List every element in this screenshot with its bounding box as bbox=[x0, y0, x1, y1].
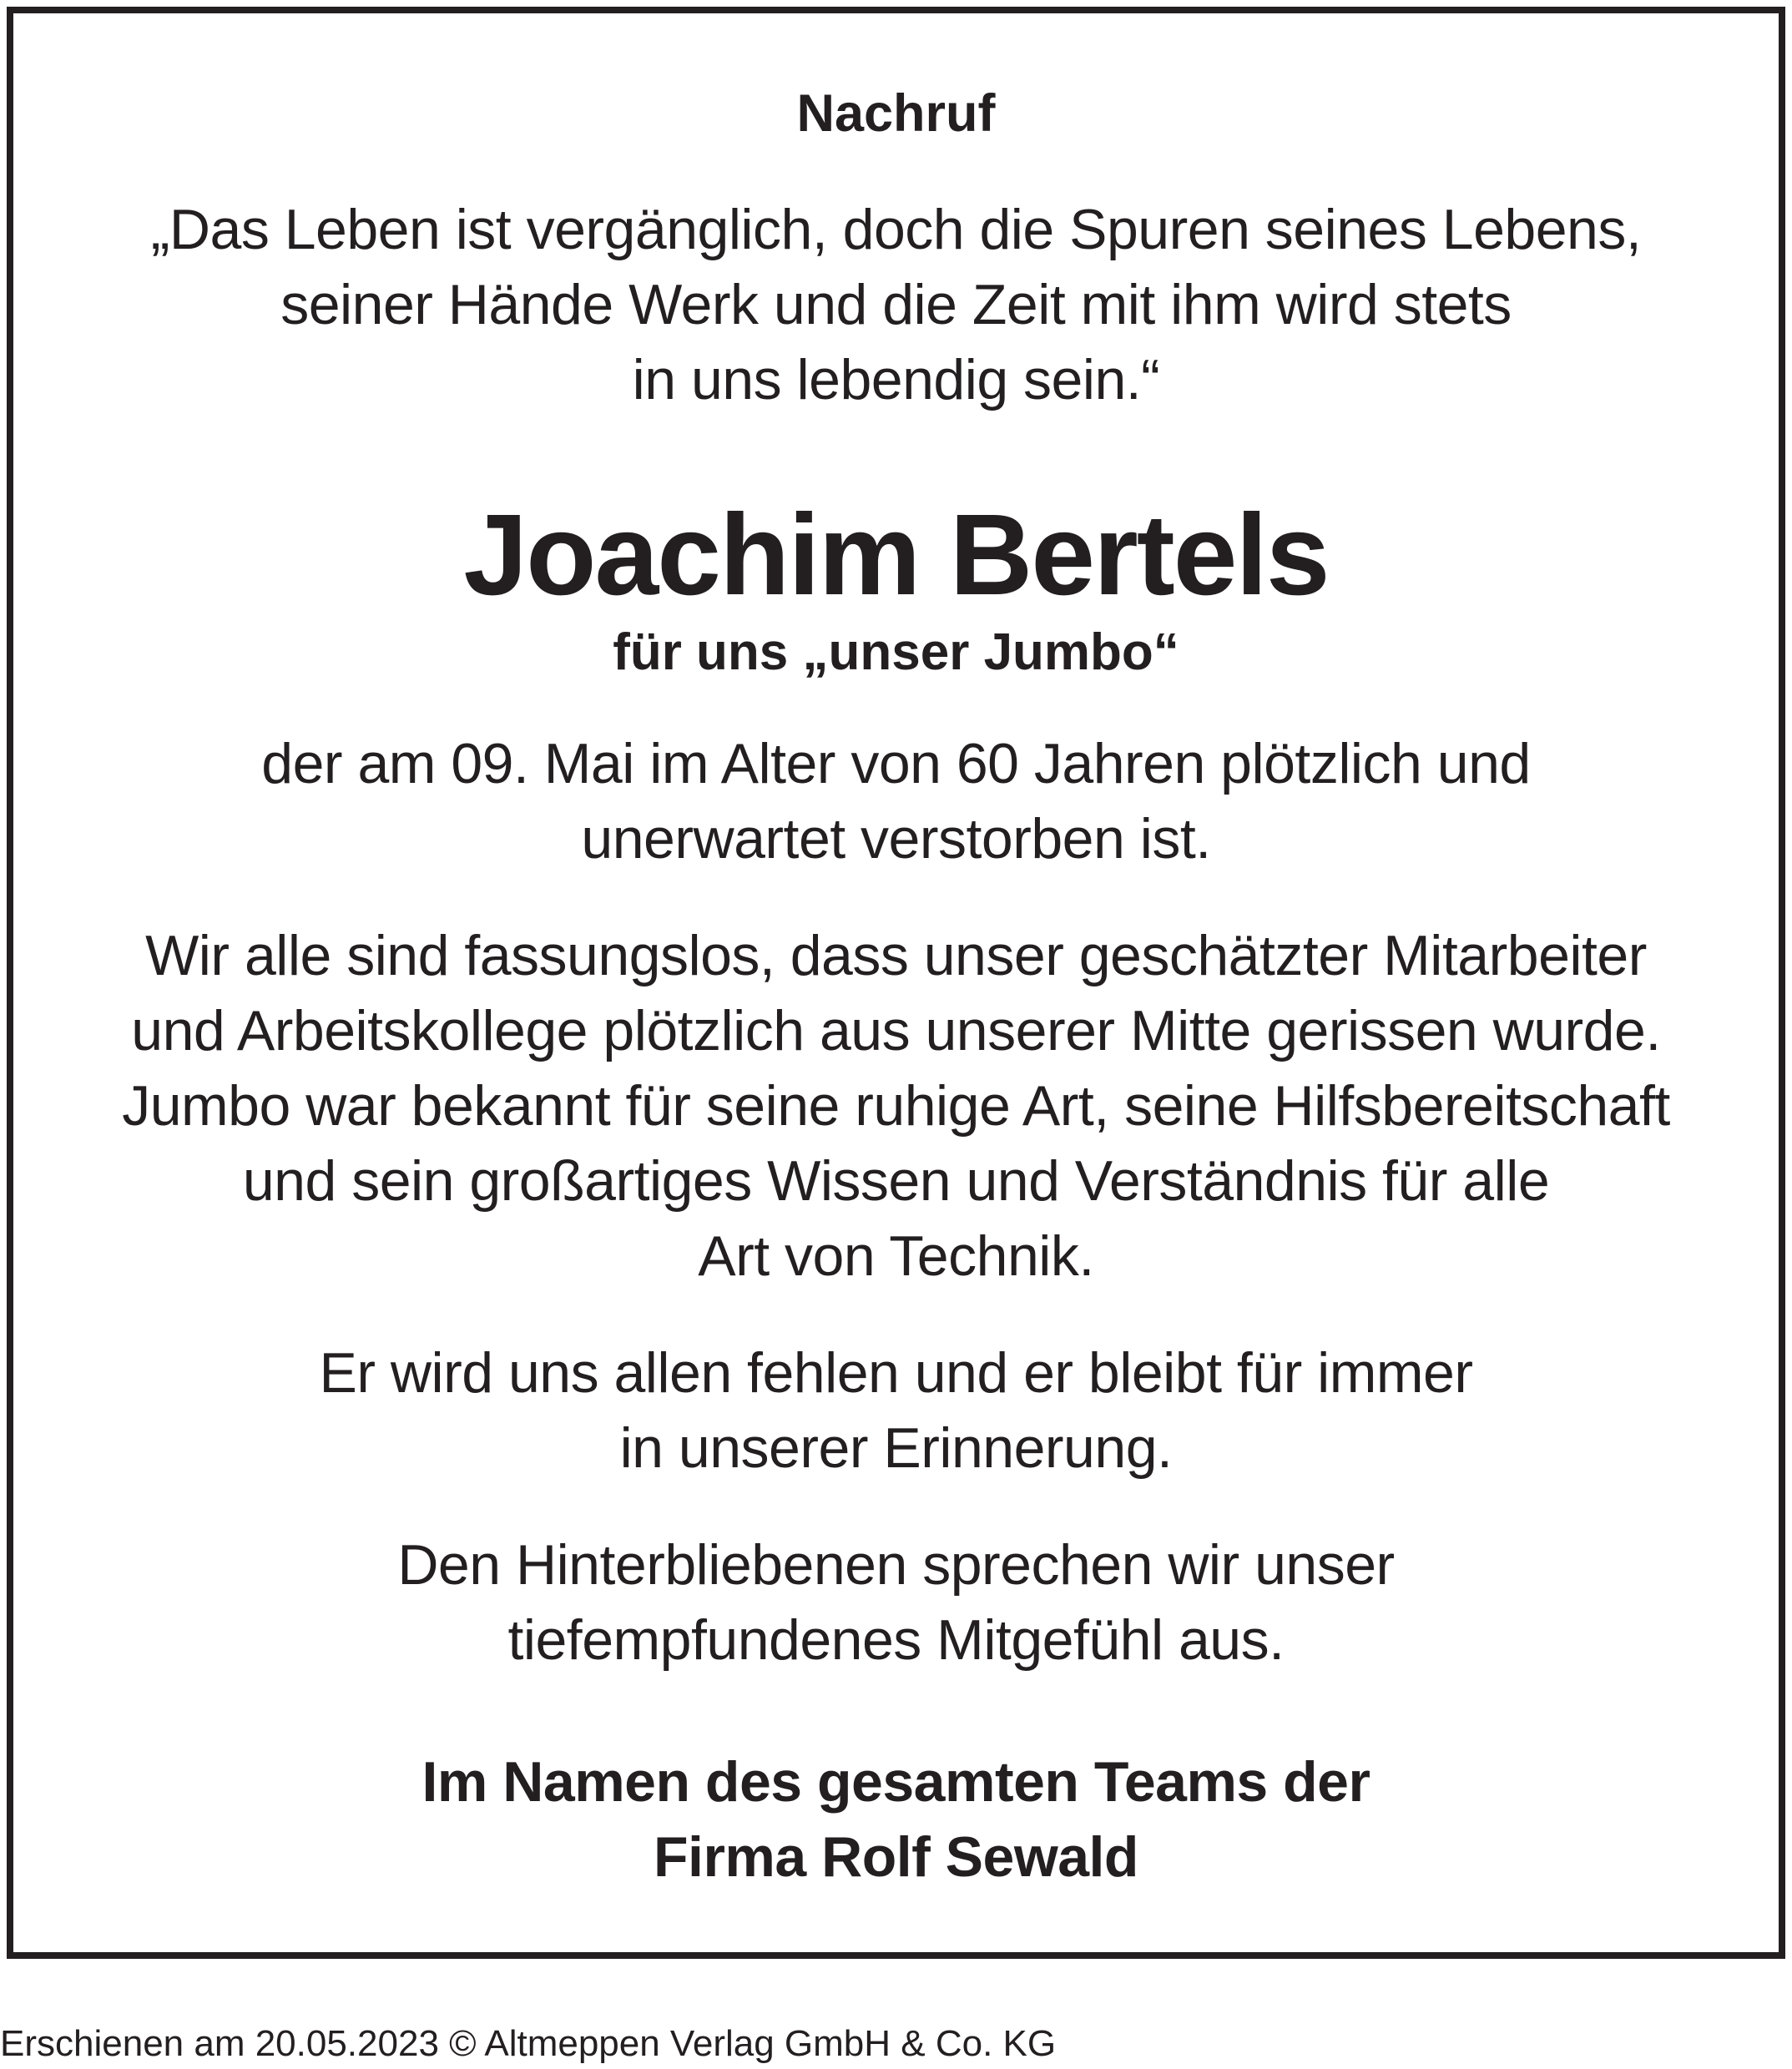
publication-note: Erschienen am 20.05.2023 © Altmeppen Verlag GmbH & Co. KG bbox=[0, 2023, 1057, 2064]
death-info-line-2: unerwartet verstorben ist. bbox=[581, 807, 1211, 870]
signature-line-1: Im Namen des gesamten Teams der bbox=[421, 1750, 1371, 1814]
condolence-line-2: tiefempfundenes Mitgefühl aus. bbox=[507, 1608, 1285, 1672]
tribute-line-3: Jumbo war bekannt für seine ruhige Art, seine Hilfsbereitschaft bbox=[122, 1074, 1670, 1138]
signature-line-2: Firma Rolf Sewald bbox=[654, 1825, 1138, 1889]
quote-line-3: in uns lebendig sein.“ bbox=[632, 348, 1160, 411]
tribute-line-5: Art von Technik. bbox=[698, 1224, 1094, 1288]
death-info-line-1: der am 09. Mai im Alter von 60 Jahren plötzlich und bbox=[261, 732, 1531, 795]
heading: Nachruf bbox=[796, 84, 996, 143]
quote-line-1: „Das Leben ist vergänglich, doch die Spuren seines Lebens, bbox=[150, 198, 1642, 261]
condolence-line-1: Den Hinterbliebenen sprechen wir unser bbox=[397, 1533, 1395, 1597]
memory-line-2: in unserer Erinnerung. bbox=[619, 1416, 1173, 1480]
obituary-frame bbox=[7, 7, 1785, 1959]
quote-line-2: seiner Hände Werk und die Zeit mit ihm wird stets bbox=[280, 273, 1512, 336]
memory-line-1: Er wird uns allen fehlen und er bleibt für immer bbox=[319, 1341, 1473, 1405]
tribute-line-4: und sein großartiges Wissen und Verständnis für alle bbox=[242, 1149, 1550, 1213]
nickname: für uns „unser Jumbo“ bbox=[613, 623, 1179, 681]
obituary-content bbox=[13, 13, 1779, 1952]
tribute-line-1: Wir alle sind fassungslos, dass unser geschätzter Mitarbeiter bbox=[145, 924, 1647, 987]
deceased-name: Joachim Bertels bbox=[463, 491, 1329, 619]
tribute-line-2: und Arbeitskollege plötzlich aus unserer Mitte gerissen wurde. bbox=[131, 999, 1661, 1062]
